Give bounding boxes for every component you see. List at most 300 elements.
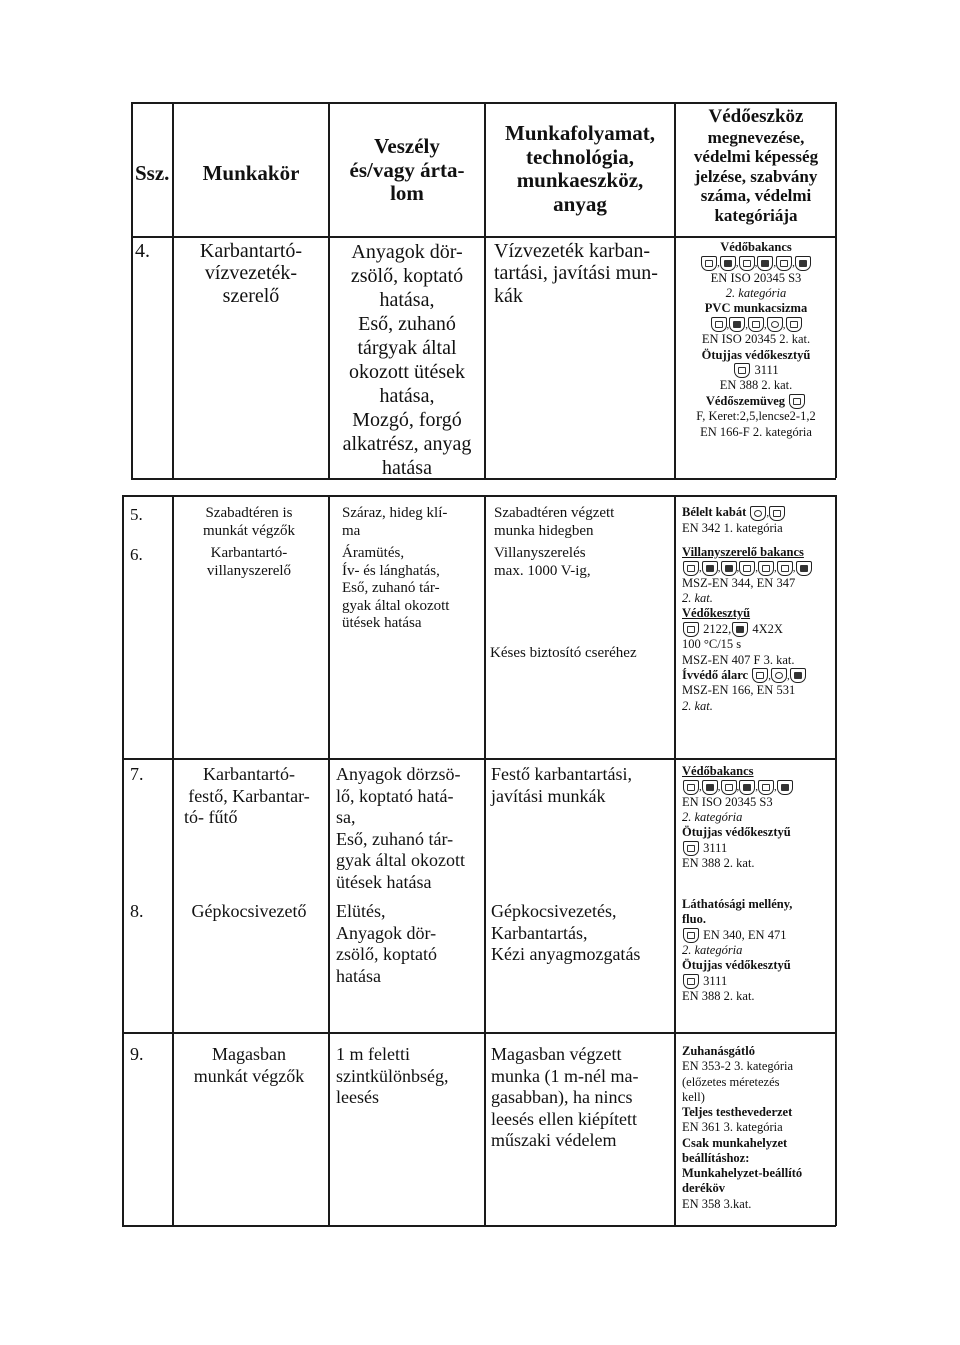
pictogram-group xyxy=(733,363,751,379)
equipment-text: EN 388 2. kat. xyxy=(719,378,793,393)
shoe-pictogram-icon xyxy=(758,561,774,576)
mask-pictogram-icon xyxy=(790,668,806,683)
row-7-job xyxy=(174,764,324,829)
row-6-hazard xyxy=(342,545,482,633)
hazard-line: Anyagok dör- xyxy=(351,241,463,263)
equipment-line xyxy=(682,505,834,521)
equipment-text: 2. kategória xyxy=(725,286,787,301)
job-line: tó- fűtő xyxy=(184,807,238,828)
equipment-text: 3111 xyxy=(751,362,779,377)
equipment-line xyxy=(682,912,834,927)
pictogram-separator: , xyxy=(717,257,720,270)
equipment-text: EN ISO 20345 2. kat. xyxy=(701,332,811,347)
header-munkakor-text: Munkakör xyxy=(202,161,300,185)
hazard-line: gyak által okozott xyxy=(336,850,465,871)
boot-pictogram-icon xyxy=(711,317,727,332)
equipment-text: EN 166-F 2. kategória xyxy=(700,424,812,439)
header-veszely-line: lom xyxy=(390,181,424,206)
equipment-line xyxy=(676,271,836,286)
equipment-text: deréköv xyxy=(682,1181,726,1196)
process-line: Gépkocsivezetés, xyxy=(491,901,617,921)
pictogram-group xyxy=(682,841,700,857)
row-8-equipment xyxy=(682,897,834,1005)
equipment-line xyxy=(682,1166,834,1181)
equipment-line xyxy=(676,332,836,347)
equipment-line xyxy=(682,1090,834,1105)
pictogram-separator: , xyxy=(792,257,795,270)
equipment-text: Villanyszerelő bakancs xyxy=(682,545,804,559)
pictogram-separator: , xyxy=(745,318,748,331)
row-4-hazard xyxy=(330,240,484,480)
hazard-line: hatása, xyxy=(379,289,435,311)
process-line: leesés ellen kiépített xyxy=(491,1108,637,1129)
row-num-text: 6. xyxy=(130,545,143,564)
shoe-pictogram-icon xyxy=(683,561,699,576)
hazard-line: Száraz, hideg klí- xyxy=(342,505,448,521)
row-5-hazard xyxy=(342,505,482,540)
equipment-text: 2. kategória xyxy=(682,943,743,958)
row-5-gap-top-line xyxy=(122,495,836,497)
glove-pictogram-icon xyxy=(683,974,699,989)
equipment-line xyxy=(682,825,834,840)
shoe-pictogram-icon xyxy=(795,256,811,271)
hazard-line: alkatrész, anyag xyxy=(342,433,472,455)
row-4-process xyxy=(494,240,672,307)
header-munkakor xyxy=(176,162,326,186)
coat-pictogram-icon xyxy=(750,506,766,521)
pictogram-separator: , xyxy=(699,781,702,794)
pictogram-separator: , xyxy=(736,562,740,575)
process-line: max. 1000 V-ig, xyxy=(494,562,591,579)
hazard-line: Eső, zuhanó tár- xyxy=(336,828,454,849)
pictogram-separator: , xyxy=(774,562,777,575)
equipment-line xyxy=(682,764,834,779)
equipment-line xyxy=(682,1120,834,1135)
pictogram-group xyxy=(682,928,700,944)
equipment-line xyxy=(682,576,834,591)
equipment-text: fluo. xyxy=(682,912,706,927)
equipment-line xyxy=(682,545,834,560)
hazard-line: zsölő, koptató xyxy=(350,265,464,287)
equipment-text: F, Keret:2,5,lencse2-1,2 xyxy=(696,409,816,424)
equipment-text: 100 °C/15 s xyxy=(682,637,742,652)
process-line: munka (1 m-nél ma- xyxy=(491,1065,639,1086)
equipment-line xyxy=(682,606,834,621)
pictogram-separator: , xyxy=(755,781,758,794)
equipment-text: EN 388 2. kat. xyxy=(682,989,755,1004)
mask-pictogram-icon xyxy=(771,668,787,683)
row-4-num xyxy=(135,240,150,262)
equipment-text: Védőbakancs xyxy=(720,240,792,254)
process-line: gasabban), ha nincs xyxy=(491,1087,633,1108)
equipment-text: EN ISO 20345 S3 xyxy=(710,270,802,285)
header-vedoeszkoz-line: védelmi képesség xyxy=(693,147,819,167)
row-9-process xyxy=(491,1044,673,1152)
row-7-equipment xyxy=(682,764,834,872)
pictogram-group xyxy=(700,255,812,271)
hazard-line: tárgyak által xyxy=(357,337,457,359)
equipment-text: EN 361 3. kategória xyxy=(682,1120,783,1135)
pictogram-separator: , xyxy=(766,507,770,519)
pictogram-separator: , xyxy=(755,562,758,575)
equipment-line xyxy=(682,622,834,638)
process-line: Kézi anyagmozgatás xyxy=(491,944,641,965)
header-munkafolyamat-line: munkaeszköz, xyxy=(516,168,644,193)
row-9-job xyxy=(174,1044,324,1087)
equipment-line xyxy=(682,974,834,990)
row-6-process-fuse xyxy=(490,645,674,663)
row-5-num xyxy=(130,505,143,525)
job-line: szerelő xyxy=(222,284,280,307)
shoe-pictogram-icon xyxy=(701,256,717,271)
shoe-pictogram-icon xyxy=(721,780,737,795)
equipment-line xyxy=(682,841,834,857)
row-8-process xyxy=(491,901,673,966)
hazard-line: 1 m feletti xyxy=(336,1044,410,1064)
header-vedoeszkoz-line: kategóriája xyxy=(714,206,798,226)
header-munkafolyamat xyxy=(486,122,674,216)
boot-pictogram-icon xyxy=(786,317,802,332)
equipment-text: Ötujjas védőkesztyű xyxy=(701,347,811,362)
job-line: Gépkocsivezető xyxy=(191,901,307,921)
col-line-5b xyxy=(835,495,837,1226)
row-num-text: 9. xyxy=(130,1044,144,1064)
shoe-pictogram-icon xyxy=(736,780,755,795)
equipment-line xyxy=(682,989,834,1004)
equipment-text: 2. kategória xyxy=(682,810,743,825)
equipment-line xyxy=(682,856,834,871)
coat-pictogram-icon xyxy=(769,506,785,521)
equipment-line xyxy=(682,943,834,958)
shoe-pictogram-icon xyxy=(721,561,737,576)
equipment-line xyxy=(676,286,836,301)
equipment-line xyxy=(676,378,836,393)
job-line: vízvezeték- xyxy=(204,262,298,285)
equipment-line xyxy=(682,1044,834,1059)
shoe-pictogram-icon xyxy=(683,780,699,795)
pictogram-group xyxy=(682,622,700,638)
hazard-line: hatása xyxy=(382,457,432,479)
equipment-line xyxy=(676,425,836,440)
equipment-line xyxy=(676,409,836,424)
equipment-line xyxy=(682,591,834,606)
equipment-line xyxy=(682,1105,834,1120)
equipment-line xyxy=(676,301,836,316)
process-line: Karbantartás, xyxy=(491,922,588,943)
pictogram-separator: , xyxy=(699,562,702,575)
equipment-line xyxy=(682,810,834,825)
equipment-text: 4X2X xyxy=(749,621,783,636)
hazard-line: sa, xyxy=(336,807,356,828)
shoe-pictogram-icon xyxy=(777,780,793,795)
pictogram-group xyxy=(682,974,700,990)
process-line: Villanyszerelés xyxy=(494,545,586,561)
equipment-line xyxy=(682,637,834,652)
header-munkafolyamat-line: technológia, xyxy=(526,144,634,169)
hazard-line: Anyagok dörzsö- xyxy=(336,764,461,784)
process-line: Vízvezeték karban- xyxy=(494,240,651,262)
equipment-line xyxy=(682,958,834,973)
equipment-text: EN 353-2 3. kategória xyxy=(682,1059,794,1074)
boot-pictogram-icon xyxy=(726,317,745,332)
shoe-pictogram-icon xyxy=(776,256,792,271)
shoe-pictogram-icon xyxy=(739,256,755,271)
hazard-line: leesés xyxy=(336,1087,379,1108)
header-munkafolyamat-line: Munkafolyamat, xyxy=(505,121,655,145)
equipment-line xyxy=(682,653,834,668)
job-line: Magasban xyxy=(212,1044,286,1064)
equipment-line xyxy=(676,317,836,333)
hazard-line: zsölő, koptató xyxy=(336,944,437,965)
hazard-line: szintkülönbség, xyxy=(336,1065,449,1086)
equipment-line xyxy=(682,683,834,698)
row-6-process xyxy=(494,545,672,580)
row-9-bottom-line xyxy=(122,1225,836,1227)
equipment-text: kell) xyxy=(682,1089,705,1104)
process-line: tartási, javítási mun- xyxy=(494,262,658,285)
equipment-text: (előzetes méretezés xyxy=(682,1074,780,1089)
job-line: Karbantartó- xyxy=(203,764,295,784)
row-9-equipment xyxy=(682,1044,834,1212)
vest-pictogram-icon xyxy=(683,928,699,943)
header-vedoeszkoz xyxy=(676,106,836,226)
row-num-text: 5. xyxy=(130,505,143,524)
row-num-text: 8. xyxy=(130,901,144,921)
hazard-line: Áramütés, xyxy=(342,545,405,561)
glove-pictogram-icon xyxy=(683,622,699,637)
row-6-bottom-line xyxy=(122,758,836,760)
process-line: Festő karbantartási, xyxy=(491,764,632,784)
header-vedoeszkoz-line: száma, védelmi xyxy=(700,186,812,206)
header-vedoeszkoz-line: Védőeszköz xyxy=(708,106,804,127)
pictogram-separator: , xyxy=(773,257,777,270)
header-veszely-line: és/vagy árta- xyxy=(349,157,465,182)
pictogram-separator: , xyxy=(735,257,739,270)
header-ssz xyxy=(135,162,169,186)
pictogram-group xyxy=(788,394,806,410)
row-7-num xyxy=(130,764,144,784)
equipment-line xyxy=(682,928,834,944)
equipment-text: 3111 xyxy=(700,840,728,855)
pictogram-separator: , xyxy=(717,781,721,794)
hazard-line: okozott ütések xyxy=(348,361,466,383)
goggles-pictogram-icon xyxy=(789,394,805,409)
col-line-1b xyxy=(172,495,174,1226)
row-6-equipment xyxy=(682,545,834,714)
mask-pictogram-icon xyxy=(752,668,768,683)
equipment-line xyxy=(682,1181,834,1196)
pictogram-separator: , xyxy=(764,318,767,331)
pictogram-separator: , xyxy=(782,318,786,331)
equipment-text: Ötujjas védőkesztyű xyxy=(682,825,791,840)
pictogram-separator: , xyxy=(726,318,730,331)
equipment-text: MSZ-EN 344, EN 347 xyxy=(682,575,796,590)
header-veszely xyxy=(330,135,484,206)
equipment-line xyxy=(676,348,836,363)
equipment-line xyxy=(676,240,836,255)
header-ssz-text: Ssz. xyxy=(135,161,170,185)
process-line: munka hidegben xyxy=(494,522,594,539)
shoe-pictogram-icon xyxy=(702,780,718,795)
col-line-4b xyxy=(674,495,676,1226)
process-line: javítási munkák xyxy=(491,785,606,806)
col-line-2b xyxy=(328,495,330,1226)
pictogram-group xyxy=(682,560,813,576)
shoe-pictogram-icon xyxy=(754,256,773,271)
shoe-pictogram-icon xyxy=(720,256,736,271)
hazard-line: Eső, zuhanó xyxy=(358,313,456,335)
equipment-line xyxy=(682,560,834,576)
shoe-pictogram-icon xyxy=(777,561,793,576)
equipment-text: EN 358 3.kat. xyxy=(682,1196,752,1211)
equipment-text: MSZ-EN 166, EN 531 xyxy=(682,683,796,698)
equipment-text: 2. kat. xyxy=(682,698,713,713)
row-5-equipment xyxy=(682,505,834,536)
row-6-job xyxy=(174,545,324,580)
equipment-text: Védőkesztyű xyxy=(682,606,751,621)
equipment-line xyxy=(682,1059,834,1074)
glove-pictogram-icon xyxy=(734,363,750,378)
equipment-text: Védőszemüveg xyxy=(705,393,786,408)
row-8-bottom-line xyxy=(122,1032,836,1034)
hazard-line: hatása xyxy=(336,965,381,986)
equipment-text: Ívvédő álarc xyxy=(682,667,749,682)
equipment-text: Bélelt kabát xyxy=(682,505,747,519)
header-munkafolyamat-line: anyag xyxy=(553,191,607,216)
equipment-line xyxy=(682,521,834,536)
pictogram-group xyxy=(682,779,794,795)
row-5-job xyxy=(174,505,324,540)
equipment-line xyxy=(682,1151,834,1166)
hazard-line: Ív- és lánghatás, xyxy=(342,562,440,579)
equipment-line xyxy=(682,897,834,912)
pictogram-separator: , xyxy=(786,669,790,682)
process-line: kák xyxy=(494,284,523,307)
equipment-text: EN 340, EN 471 xyxy=(700,927,787,942)
job-line: munkát végzők xyxy=(193,1065,305,1086)
shoe-pictogram-icon xyxy=(796,561,812,576)
row-9-num xyxy=(130,1044,144,1064)
row-4-equipment xyxy=(676,240,836,440)
hazard-line: ma xyxy=(342,522,361,539)
header-veszely-line: Veszély xyxy=(374,134,440,158)
pictogram-group xyxy=(751,668,807,684)
header-vedoeszkoz-line: megnevezése, xyxy=(707,127,805,147)
pictogram-separator: , xyxy=(717,562,721,575)
equipment-text: 2122, xyxy=(700,621,732,636)
shoe-pictogram-icon xyxy=(702,561,718,576)
equipment-line xyxy=(676,363,836,379)
row-4-job xyxy=(174,240,328,307)
equipment-line xyxy=(682,1136,834,1151)
equipment-line xyxy=(682,1197,834,1212)
hazard-line: Elütés, xyxy=(336,901,386,921)
equipment-text: EN ISO 20345 S3 xyxy=(682,794,773,809)
equipment-line xyxy=(682,795,834,810)
job-line: Karbantartó- xyxy=(210,545,288,561)
equipment-text: PVC munkacsizma xyxy=(704,301,808,316)
process-line: műszaki védelem xyxy=(491,1130,617,1151)
equipment-line xyxy=(682,668,834,684)
hazard-line: Eső, zuhanó tár- xyxy=(342,580,440,597)
process-line: Magasban végzett xyxy=(491,1044,622,1064)
col-line-0 xyxy=(131,102,133,478)
pictogram-group xyxy=(731,622,749,638)
row-9-hazard xyxy=(336,1044,482,1109)
equipment-text: beállításhoz: xyxy=(682,1150,750,1165)
hazard-line: ütések hatása xyxy=(342,615,422,632)
row-6-num xyxy=(130,545,143,565)
pictogram-separator: , xyxy=(768,669,771,682)
header-vedoeszkoz-line: jelzése, szabvány xyxy=(694,166,818,186)
col-line-0b xyxy=(122,495,124,1226)
equipment-line xyxy=(676,255,836,271)
hazard-line: hatása, xyxy=(379,385,435,407)
job-line: villanyszerelő xyxy=(206,562,292,579)
equipment-text: EN 342 1. kategória xyxy=(682,520,783,535)
pictogram-separator: , xyxy=(774,781,777,794)
equipment-text: Ötujjas védőkesztyű xyxy=(682,958,791,973)
shoe-pictogram-icon xyxy=(736,561,755,576)
shoe-pictogram-icon xyxy=(758,780,774,795)
equipment-text: Teljes testhevederzet xyxy=(682,1105,793,1119)
row-8-hazard xyxy=(336,901,482,987)
process-line: Késes biztosító cseréhez xyxy=(490,645,637,661)
row-8-job xyxy=(174,901,324,921)
pictogram-separator: , xyxy=(754,257,758,270)
hazard-line: lő, koptató hatá- xyxy=(336,785,454,806)
col-line-3b xyxy=(484,495,486,1226)
process-line: Szabadtéren végzett xyxy=(494,505,615,521)
equipment-text: Védőbakancs xyxy=(682,764,754,778)
glove-pictogram-icon xyxy=(683,841,699,856)
equipment-text: 2. kat. xyxy=(682,591,713,606)
equipment-text: Zuhanásgátló xyxy=(682,1044,755,1058)
equipment-text: Csak munkahelyzet xyxy=(682,1135,788,1150)
equipment-line xyxy=(682,779,834,795)
equipment-line xyxy=(682,1075,834,1090)
job-line: festő, Karbantar- xyxy=(188,785,310,806)
pictogram-group xyxy=(710,317,803,333)
pictogram-separator: , xyxy=(736,781,740,794)
row-num-text: 7. xyxy=(130,764,144,784)
glove-pictogram-icon xyxy=(732,622,748,637)
equipment-text: MSZ-EN 407 F 3. kat. xyxy=(682,652,795,667)
equipment-line xyxy=(676,394,836,410)
hazard-line: Anyagok dör- xyxy=(336,922,437,943)
hazard-line: Mozgó, forgó xyxy=(352,409,462,431)
job-line: Szabadtéren is xyxy=(205,505,293,521)
hazard-line: gyak által okozott xyxy=(342,597,450,614)
equipment-text: 3111 xyxy=(700,973,728,988)
equipment-text: Láthatósági mellény, xyxy=(682,897,793,911)
pictogram-separator: , xyxy=(792,562,796,575)
boot-pictogram-icon xyxy=(767,317,783,332)
row-5-process xyxy=(494,505,672,540)
row-7-hazard xyxy=(336,764,482,894)
equipment-text: EN 388 2. kat. xyxy=(682,856,755,871)
job-line: Karbantartó- xyxy=(199,240,303,262)
boot-pictogram-icon xyxy=(748,317,764,332)
row-7-process xyxy=(491,764,673,807)
row-num-text: 4. xyxy=(135,240,150,262)
pictogram-group xyxy=(749,505,786,521)
job-line: munkát végzők xyxy=(202,522,296,539)
equipment-line xyxy=(682,699,834,714)
equipment-text: Munkahelyzet-beállító xyxy=(682,1166,803,1180)
row-8-num xyxy=(130,901,144,921)
hazard-line: ütések hatása xyxy=(336,871,432,892)
